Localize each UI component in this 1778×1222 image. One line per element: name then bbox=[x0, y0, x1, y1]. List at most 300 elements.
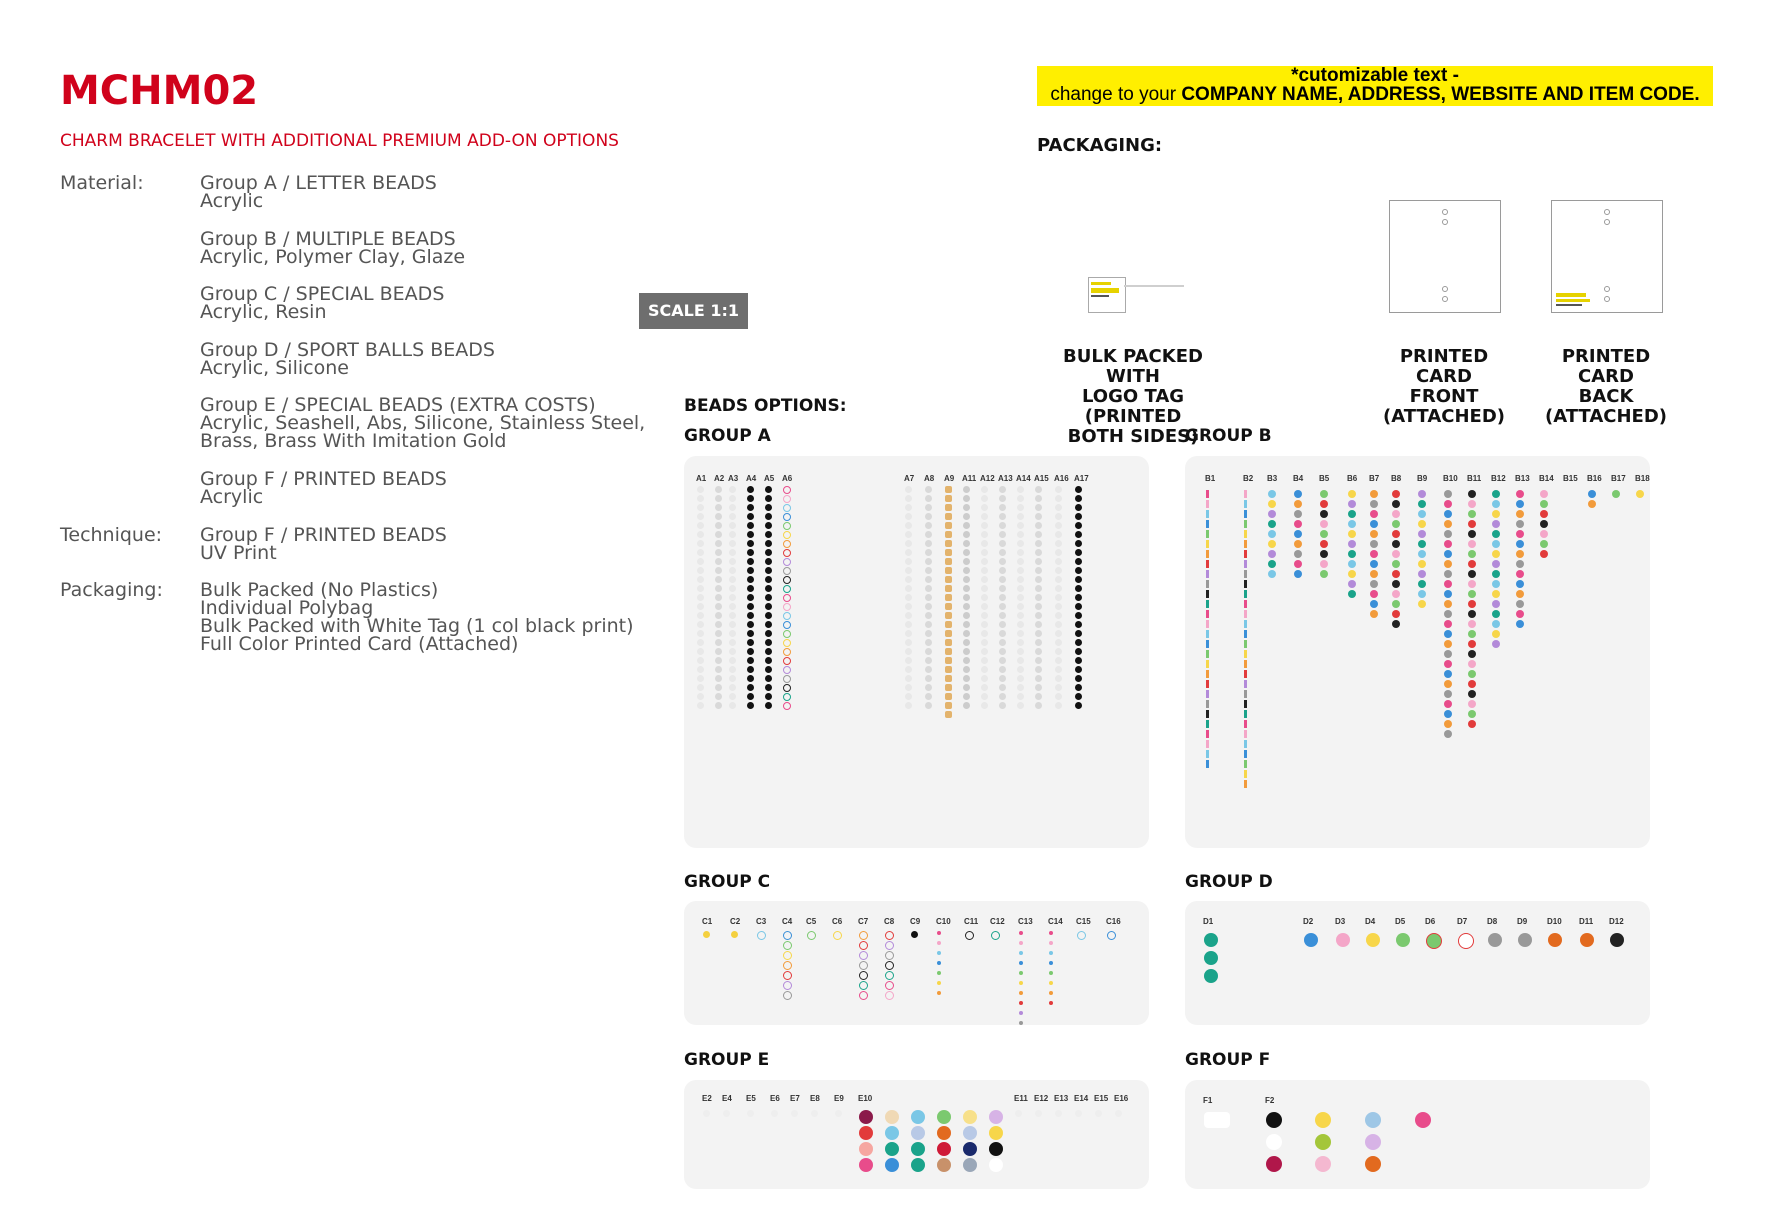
bead-swatch bbox=[1444, 510, 1452, 518]
bead-swatch bbox=[1418, 520, 1426, 528]
bead-swatch bbox=[729, 513, 736, 520]
bead-swatch bbox=[1580, 933, 1594, 947]
bead-swatch bbox=[1244, 620, 1247, 628]
bead-swatch bbox=[945, 603, 952, 610]
bead-swatch bbox=[1366, 933, 1380, 947]
note-bold: COMPANY NAME, ADDRESS, WEBSITE AND ITEM CODE. bbox=[1181, 84, 1700, 105]
bead-swatch bbox=[1320, 530, 1328, 538]
bead-swatch bbox=[1468, 560, 1476, 568]
bead-swatch bbox=[999, 666, 1006, 673]
spec-line: Group F / PRINTED BEADS bbox=[200, 524, 447, 546]
bead-swatch bbox=[747, 486, 754, 493]
caption-line: PRINTED CARD bbox=[1399, 346, 1489, 387]
bead-column-label: A8 bbox=[924, 474, 935, 483]
bead-swatch bbox=[963, 603, 970, 610]
customizable-note bbox=[1037, 66, 1713, 106]
bead-swatch bbox=[885, 941, 894, 950]
bead-swatch bbox=[1548, 933, 1562, 947]
technique-label: Technique: bbox=[60, 524, 163, 546]
bead-swatch bbox=[1444, 490, 1452, 498]
bead-swatch bbox=[1055, 630, 1062, 637]
bead-column-label: D11 bbox=[1579, 917, 1594, 926]
bead-swatch bbox=[1206, 620, 1209, 628]
bead-swatch bbox=[765, 594, 772, 601]
bead-swatch bbox=[1444, 620, 1452, 628]
bead-swatch bbox=[945, 558, 952, 565]
bead-swatch bbox=[1468, 710, 1476, 718]
bead-swatch bbox=[1418, 590, 1426, 598]
bead-swatch bbox=[1392, 500, 1400, 508]
bead-swatch bbox=[999, 630, 1006, 637]
bead-column-label: A17 bbox=[1074, 474, 1089, 483]
caption-line: (ATTACHED) bbox=[1382, 406, 1505, 427]
bead-swatch bbox=[925, 504, 932, 511]
bead-swatch bbox=[1392, 600, 1400, 608]
bead-swatch bbox=[963, 504, 970, 511]
spec-line: Individual Polybag bbox=[200, 597, 374, 619]
bead-swatch bbox=[1444, 580, 1452, 588]
bead-swatch bbox=[1492, 550, 1500, 558]
bead-swatch bbox=[1017, 630, 1024, 637]
bead-swatch bbox=[697, 702, 704, 709]
bead-swatch bbox=[783, 991, 792, 1000]
bead-swatch bbox=[999, 495, 1006, 502]
bead-swatch bbox=[747, 666, 754, 673]
bead-swatch bbox=[981, 567, 988, 574]
bead-column-label: A16 bbox=[1054, 474, 1069, 483]
bead-swatch bbox=[1206, 520, 1209, 528]
bead-swatch bbox=[1468, 640, 1476, 648]
bead-swatch bbox=[1244, 700, 1247, 708]
bead-swatch bbox=[1244, 660, 1247, 668]
bead-swatch bbox=[1019, 941, 1023, 945]
bead-swatch bbox=[1294, 570, 1302, 578]
material-group-a bbox=[200, 174, 437, 210]
bead-column-label: A7 bbox=[904, 474, 915, 483]
bead-swatch bbox=[981, 549, 988, 556]
bead-swatch bbox=[1075, 603, 1082, 610]
spec-line: Full Color Printed Card (Attached) bbox=[200, 633, 519, 655]
bead-swatch bbox=[1017, 567, 1024, 574]
bead-swatch bbox=[905, 585, 912, 592]
bead-swatch bbox=[925, 702, 932, 709]
spec-line: Acrylic bbox=[200, 486, 264, 508]
bead-swatch bbox=[981, 657, 988, 664]
bead-swatch bbox=[747, 522, 754, 529]
bead-swatch bbox=[905, 603, 912, 610]
bead-swatch bbox=[1492, 490, 1500, 498]
spec-line: Bulk Packed (No Plastics) bbox=[200, 579, 439, 601]
bead-swatch bbox=[999, 540, 1006, 547]
bead-swatch bbox=[1348, 570, 1356, 578]
bead-swatch bbox=[765, 486, 772, 493]
bead-swatch bbox=[905, 531, 912, 538]
bead-swatch bbox=[715, 693, 722, 700]
bead-swatch bbox=[729, 576, 736, 583]
bead-column-label: E6 bbox=[770, 1094, 780, 1103]
bead-swatch bbox=[747, 657, 754, 664]
bead-swatch bbox=[925, 675, 932, 682]
bead-swatch bbox=[1055, 522, 1062, 529]
bead-swatch bbox=[1017, 495, 1024, 502]
bead-swatch bbox=[981, 594, 988, 601]
caption-line: PRINTED CARD bbox=[1561, 346, 1651, 387]
bead-swatch bbox=[1492, 520, 1500, 528]
bead-swatch bbox=[981, 585, 988, 592]
bead-swatch bbox=[1206, 540, 1209, 548]
bead-swatch bbox=[697, 675, 704, 682]
bead-column-label: D6 bbox=[1425, 917, 1436, 926]
bead-swatch bbox=[1492, 580, 1500, 588]
bead-swatch bbox=[981, 558, 988, 565]
bead-swatch bbox=[729, 585, 736, 592]
bead-swatch bbox=[1468, 680, 1476, 688]
bead-swatch bbox=[1444, 530, 1452, 538]
bead-swatch bbox=[999, 675, 1006, 682]
bead-swatch bbox=[1392, 490, 1400, 498]
bead-swatch bbox=[1370, 490, 1378, 498]
bead-column-label: C5 bbox=[806, 917, 817, 926]
bead-swatch bbox=[1540, 530, 1548, 538]
bead-swatch bbox=[1055, 558, 1062, 565]
bead-swatch bbox=[1206, 490, 1209, 498]
bead-swatch bbox=[1468, 530, 1476, 538]
bead-swatch bbox=[1294, 520, 1302, 528]
bead-swatch bbox=[999, 531, 1006, 538]
bead-swatch bbox=[945, 711, 952, 718]
bead-swatch bbox=[1492, 570, 1500, 578]
bead-swatch bbox=[885, 991, 894, 1000]
bead-swatch bbox=[945, 675, 952, 682]
bead-swatch bbox=[885, 1142, 899, 1156]
bead-swatch bbox=[999, 639, 1006, 646]
bead-swatch bbox=[765, 513, 772, 520]
bead-swatch bbox=[885, 951, 894, 960]
bead-swatch bbox=[963, 540, 970, 547]
bead-swatch bbox=[925, 603, 932, 610]
bead-swatch bbox=[747, 504, 754, 511]
bead-swatch bbox=[999, 702, 1006, 709]
bead-swatch bbox=[963, 594, 970, 601]
bead-column-label: B1 bbox=[1205, 474, 1216, 483]
bead-swatch bbox=[1392, 550, 1400, 558]
bead-swatch bbox=[1206, 640, 1209, 648]
bead-swatch bbox=[697, 486, 704, 493]
bead-swatch bbox=[1392, 610, 1400, 618]
bead-swatch bbox=[999, 513, 1006, 520]
bead-swatch bbox=[859, 991, 868, 1000]
bead-swatch bbox=[925, 621, 932, 628]
bead-swatch bbox=[963, 558, 970, 565]
bead-swatch bbox=[1392, 620, 1400, 628]
bead-swatch bbox=[1370, 590, 1378, 598]
bead-swatch bbox=[1396, 933, 1410, 947]
bead-swatch bbox=[1019, 1021, 1023, 1025]
bead-swatch bbox=[1266, 1134, 1282, 1150]
bead-swatch bbox=[1095, 1110, 1102, 1117]
bead-swatch bbox=[1294, 530, 1302, 538]
bead-swatch bbox=[1206, 580, 1209, 588]
bead-swatch bbox=[1075, 513, 1082, 520]
bead-swatch bbox=[1370, 520, 1378, 528]
card-hole bbox=[1442, 296, 1448, 302]
bead-swatch bbox=[783, 951, 792, 960]
bead-swatch bbox=[1294, 560, 1302, 568]
bead-swatch bbox=[1244, 730, 1247, 738]
bead-swatch bbox=[1017, 657, 1024, 664]
bead-swatch bbox=[905, 495, 912, 502]
bead-column-label: A3 bbox=[728, 474, 739, 483]
bead-swatch bbox=[905, 504, 912, 511]
scale-badge: SCALE 1:1 bbox=[639, 293, 748, 329]
bead-swatch bbox=[1444, 650, 1452, 658]
bead-swatch bbox=[1206, 760, 1209, 768]
bead-swatch bbox=[1049, 1001, 1053, 1005]
bead-swatch bbox=[999, 657, 1006, 664]
bead-swatch bbox=[1075, 657, 1082, 664]
bead-swatch bbox=[747, 648, 754, 655]
bead-swatch bbox=[963, 1110, 977, 1124]
bead-swatch bbox=[1444, 590, 1452, 598]
bead-swatch bbox=[885, 931, 894, 940]
bead-swatch bbox=[905, 612, 912, 619]
bead-swatch bbox=[1418, 600, 1426, 608]
bead-swatch bbox=[1206, 700, 1209, 708]
bead-swatch bbox=[1017, 621, 1024, 628]
bead-column-label: B15 bbox=[1563, 474, 1578, 483]
bead-swatch bbox=[1055, 594, 1062, 601]
bead-swatch bbox=[747, 693, 754, 700]
bead-swatch bbox=[697, 567, 704, 574]
bead-swatch bbox=[1444, 520, 1452, 528]
bead-swatch bbox=[1035, 531, 1042, 538]
bead-column-label: D7 bbox=[1457, 917, 1468, 926]
bead-swatch bbox=[885, 971, 894, 980]
bead-swatch bbox=[1206, 710, 1209, 718]
bead-swatch bbox=[783, 549, 791, 557]
bead-swatch bbox=[1336, 933, 1350, 947]
bead-swatch bbox=[729, 603, 736, 610]
bead-swatch bbox=[1017, 549, 1024, 556]
bead-swatch bbox=[859, 951, 868, 960]
bead-swatch bbox=[1320, 520, 1328, 528]
material-group-e bbox=[200, 396, 645, 450]
bead-swatch bbox=[765, 621, 772, 628]
bead-swatch bbox=[1444, 730, 1452, 738]
bead-swatch bbox=[715, 513, 722, 520]
bead-swatch bbox=[981, 576, 988, 583]
bead-swatch bbox=[1055, 684, 1062, 691]
bead-swatch bbox=[859, 971, 868, 980]
bead-swatch bbox=[1075, 567, 1082, 574]
material-group-b bbox=[200, 230, 465, 266]
bead-column-label: C7 bbox=[858, 917, 869, 926]
bead-swatch bbox=[1392, 540, 1400, 548]
bead-swatch bbox=[1035, 486, 1042, 493]
bead-swatch bbox=[783, 666, 791, 674]
bead-swatch bbox=[697, 585, 704, 592]
bead-swatch bbox=[981, 531, 988, 538]
bead-swatch bbox=[925, 576, 932, 583]
bead-swatch bbox=[1035, 594, 1042, 601]
bead-column-label: E4 bbox=[722, 1094, 732, 1103]
bead-swatch bbox=[1468, 630, 1476, 638]
bead-swatch bbox=[1017, 594, 1024, 601]
bead-column-label: E11 bbox=[1014, 1094, 1028, 1103]
bead-swatch bbox=[765, 630, 772, 637]
bead-swatch bbox=[765, 639, 772, 646]
bead-swatch bbox=[1244, 560, 1247, 568]
bead-swatch bbox=[783, 513, 791, 521]
bead-swatch bbox=[757, 931, 766, 940]
bead-swatch bbox=[1049, 951, 1053, 955]
bead-swatch bbox=[905, 630, 912, 637]
bead-swatch bbox=[1075, 684, 1082, 691]
bead-swatch bbox=[1049, 991, 1053, 995]
spec-line: Group B / MULTIPLE BEADS bbox=[200, 228, 456, 250]
bead-swatch bbox=[1492, 610, 1500, 618]
bead-swatch bbox=[697, 657, 704, 664]
bead-swatch bbox=[1392, 590, 1400, 598]
bead-column-label: A13 bbox=[998, 474, 1013, 483]
bead-swatch bbox=[963, 513, 970, 520]
bead-swatch bbox=[1055, 576, 1062, 583]
bead-column-label: A15 bbox=[1034, 474, 1049, 483]
bead-swatch bbox=[1206, 530, 1209, 538]
bead-swatch bbox=[1444, 500, 1452, 508]
bead-swatch bbox=[1075, 522, 1082, 529]
bead-swatch bbox=[1418, 500, 1426, 508]
bead-swatch bbox=[937, 941, 941, 945]
bead-swatch bbox=[945, 531, 952, 538]
bead-swatch bbox=[1468, 500, 1476, 508]
bead-swatch bbox=[1035, 522, 1042, 529]
bead-swatch bbox=[783, 639, 791, 647]
bead-swatch bbox=[963, 693, 970, 700]
bead-swatch bbox=[729, 558, 736, 565]
bead-column-label: A11 bbox=[962, 474, 977, 483]
bead-swatch bbox=[1017, 486, 1024, 493]
bead-swatch bbox=[1244, 630, 1247, 638]
bead-swatch bbox=[1468, 620, 1476, 628]
bead-swatch bbox=[715, 531, 722, 538]
bead-swatch bbox=[885, 961, 894, 970]
bead-swatch bbox=[905, 513, 912, 520]
bead-swatch bbox=[1516, 620, 1524, 628]
bead-swatch bbox=[1244, 510, 1247, 518]
bead-swatch bbox=[925, 666, 932, 673]
bead-swatch bbox=[859, 1110, 873, 1124]
bead-swatch bbox=[963, 630, 970, 637]
bead-swatch bbox=[1348, 490, 1356, 498]
bead-swatch bbox=[1294, 540, 1302, 548]
card-hole bbox=[1442, 219, 1448, 225]
packaging-heading: PACKAGING: bbox=[1037, 135, 1163, 156]
bead-swatch bbox=[1444, 640, 1452, 648]
bead-swatch bbox=[905, 486, 912, 493]
printed-card-front bbox=[1389, 200, 1501, 313]
bead-swatch bbox=[905, 702, 912, 709]
bead-swatch bbox=[1348, 590, 1356, 598]
bead-swatch bbox=[1444, 600, 1452, 608]
bead-swatch bbox=[945, 666, 952, 673]
bead-swatch bbox=[1244, 750, 1247, 758]
bead-swatch bbox=[747, 549, 754, 556]
bead-swatch bbox=[697, 531, 704, 538]
bead-swatch bbox=[905, 657, 912, 664]
bead-swatch bbox=[963, 495, 970, 502]
bead-swatch bbox=[963, 567, 970, 574]
bead-swatch bbox=[911, 1158, 925, 1172]
bead-swatch bbox=[1266, 1112, 1282, 1128]
bead-swatch bbox=[937, 931, 941, 935]
bead-swatch bbox=[791, 1110, 798, 1117]
bead-swatch bbox=[765, 612, 772, 619]
bead-swatch bbox=[945, 504, 952, 511]
bead-swatch bbox=[1516, 580, 1524, 588]
bead-swatch bbox=[1049, 981, 1053, 985]
bead-swatch bbox=[1035, 621, 1042, 628]
group-c-title: GROUP C bbox=[684, 872, 771, 892]
bead-swatch bbox=[1468, 540, 1476, 548]
bead-swatch bbox=[783, 702, 791, 710]
spec-line: Bulk Packed with White Tag (1 col black print) bbox=[200, 615, 634, 637]
bead-swatch bbox=[807, 931, 816, 940]
bead-swatch bbox=[1019, 981, 1023, 985]
bead-swatch bbox=[989, 1158, 1003, 1172]
bead-swatch bbox=[747, 594, 754, 601]
bead-swatch bbox=[1370, 570, 1378, 578]
bead-swatch bbox=[747, 558, 754, 565]
bead-swatch bbox=[1468, 490, 1476, 498]
bead-swatch bbox=[747, 621, 754, 628]
bead-swatch bbox=[1468, 670, 1476, 678]
bead-swatch bbox=[697, 495, 704, 502]
bead-column-label: B8 bbox=[1391, 474, 1402, 483]
bead-swatch bbox=[811, 1110, 818, 1117]
bead-swatch bbox=[1418, 580, 1426, 588]
bead-swatch bbox=[991, 931, 1000, 940]
bead-swatch bbox=[981, 630, 988, 637]
spec-line: Acrylic bbox=[200, 190, 264, 212]
bead-swatch bbox=[945, 612, 952, 619]
bead-swatch bbox=[1444, 720, 1452, 728]
bead-swatch bbox=[715, 666, 722, 673]
bead-swatch bbox=[1418, 550, 1426, 558]
bead-swatch bbox=[963, 549, 970, 556]
bead-swatch bbox=[925, 486, 932, 493]
note-line-2 bbox=[1037, 85, 1713, 104]
bead-swatch bbox=[945, 486, 952, 493]
bead-swatch bbox=[1444, 610, 1452, 618]
bead-swatch bbox=[1206, 650, 1209, 658]
bead-swatch bbox=[999, 576, 1006, 583]
bead-swatch bbox=[1244, 650, 1247, 658]
bead-column-label: F2 bbox=[1265, 1096, 1275, 1105]
bead-swatch bbox=[1019, 931, 1023, 935]
bead-swatch bbox=[1468, 600, 1476, 608]
bead-swatch bbox=[999, 684, 1006, 691]
bead-swatch bbox=[783, 981, 792, 990]
bead-swatch bbox=[963, 1158, 977, 1172]
bead-swatch bbox=[981, 495, 988, 502]
bead-column-label: E16 bbox=[1114, 1094, 1129, 1103]
bead-swatch bbox=[715, 702, 722, 709]
group-e-title: GROUP E bbox=[684, 1050, 770, 1070]
bead-swatch bbox=[1244, 580, 1247, 588]
bead-swatch bbox=[925, 693, 932, 700]
bead-column-label: B11 bbox=[1467, 474, 1482, 483]
